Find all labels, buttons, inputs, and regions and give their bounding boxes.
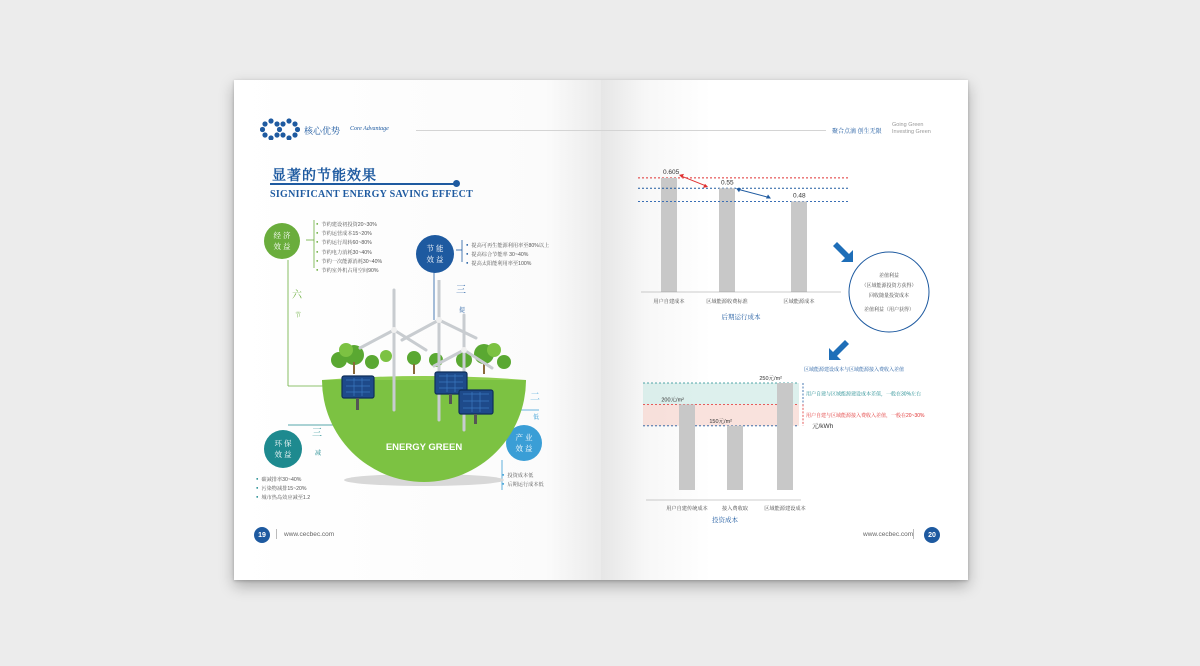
environment-benefit-item: ● 污染物减排15~20% [256,484,310,493]
bar-operating-cost [791,201,807,292]
annotation-2: 用户自建与区域能源建设成本差值，一般在30%左右 [806,391,922,398]
energy-line2: 效 益 [426,255,444,264]
industry-line2: 效 益 [515,444,533,453]
bubble-text: 回收随量投资成本 [868,293,910,299]
category-label: 区域能源成本 [783,299,815,305]
chart-title: 后期运行成本 [721,314,761,321]
economic-benefit-item: ● 节约运营成本15~20% [316,229,382,238]
cost-charts [601,80,968,580]
website-url-left: www.cecbec.com [284,531,335,538]
bar-value-label: 150元/m² [709,418,732,425]
footer-divider [276,529,277,539]
economic-line2: 效 益 [273,242,291,251]
economic-benefit-item: ● 节约室外机占用空间90% [316,266,382,275]
bar-value-label: 0.48 [793,192,806,200]
footer-divider-right [913,529,914,539]
red-arrow [681,176,706,186]
category-label: 接入费收取 [722,506,748,512]
energy-benefit-item: ● 提高可再生能源利用率至80%以上 [466,241,549,250]
tagline-line1: Going Green [892,122,924,128]
economic-benefit-list [316,220,382,275]
economic-line1: 经 济 [273,231,291,240]
bar-investment-cost [727,426,743,490]
page-title: 显著的节能效果 [272,167,377,183]
category-label: 区域能源建设成本 [764,506,806,512]
environment-benefit-item: ● 城市热岛效应减至1.2 [256,493,310,502]
bar-value-label: 250元/m² [759,376,782,382]
energy-benefit-item: ● 提高太阳能利用率至100% [466,259,549,268]
economic-benefit-circle [264,223,300,259]
environment-line2: 效 益 [274,450,292,459]
bar-operating-cost [719,188,735,292]
label-liu: 六 [292,290,302,301]
environment-benefit-circle [264,430,302,468]
page-number-left: 19 [254,527,270,543]
bubble-text: （区域能源投资方获得） [861,283,917,289]
brochure-spread [234,80,968,580]
left-page [234,80,601,580]
label-ti: 提 [459,308,466,314]
energy-benefit-circle [416,235,454,273]
tagline-line2: Investing Green [892,129,931,135]
economic-benefit-item: ● 节约运行周转60~80% [316,238,382,247]
label-er: 二 [530,392,540,403]
right-page [601,80,968,580]
page-subtitle: SIGNIFICANT ENERGY SAVING EFFECT [270,189,474,200]
annotation-3: 用户自建与区域能源接入费收入差值，一般在20~30% [806,413,925,420]
energy-green-illustration [314,280,534,500]
bar-operating-cost [661,178,677,292]
slogan: 聚合点滴 创生无限 [832,129,882,135]
energy-line1: 节 能 [426,244,444,253]
label-san-ti: 三 [456,285,466,296]
environment-benefit-list [256,475,310,503]
label-jie: 节 [295,313,302,319]
bubble-text: 差值利益 [878,273,900,279]
illustration-label: ENERGY GREEN [385,442,463,453]
label-jian: 减 [315,451,322,457]
bar-investment-cost [777,383,793,490]
industry-benefit-item: ● 投资成本低 [502,471,544,480]
industry-benefit-item: ● 后期运行成本低 [502,480,544,489]
economic-benefit-item: ● 节约一次能源消耗30~40% [316,257,382,266]
environment-benefit-item: ● 碳减排率30~40% [256,475,310,484]
bubble-text: 差值利益（用户获得） [863,307,915,313]
section-title-cn: 核心优势 [304,126,341,136]
bar-value-label: 0.55 [721,179,734,187]
page-number-right: 20 [924,527,940,543]
annotation-1: 区域能源建设成本与区域能源接入费收入差值 [804,367,905,373]
bar-investment-cost [679,404,695,490]
energy-benefit-item: ● 提高综合节能率 30~40% [466,250,549,259]
label-di: 低 [533,415,540,421]
industry-line1: 产 业 [515,433,533,442]
down-arrow-icon [833,242,853,262]
economic-benefit-item: ● 节约建设初投资20~30% [316,220,382,229]
bar-value-label: 0.605 [663,168,680,176]
category-label: 用户自建成本 [653,299,685,305]
label-san-jian: 三 [312,428,322,439]
difference-bubble [849,252,929,332]
bar-value-label: 200元/m² [661,397,684,404]
blue-arrow [738,189,769,197]
energy-benefit-list [466,241,549,269]
environment-line1: 环 保 [274,439,292,448]
chart-title: 投资成本 [712,517,738,524]
section-title-en: Core Advantage [350,126,389,132]
website-url-right: www.cecbec.com [863,531,914,538]
unit-label: 元/kWh [812,422,834,430]
economic-benefit-item: ● 节约电力消耗30~40% [316,248,382,257]
down-left-arrow-icon [829,340,849,360]
category-label: 用户自建传统成本 [666,506,708,512]
category-label: 区域能源收费标准 [706,299,748,305]
